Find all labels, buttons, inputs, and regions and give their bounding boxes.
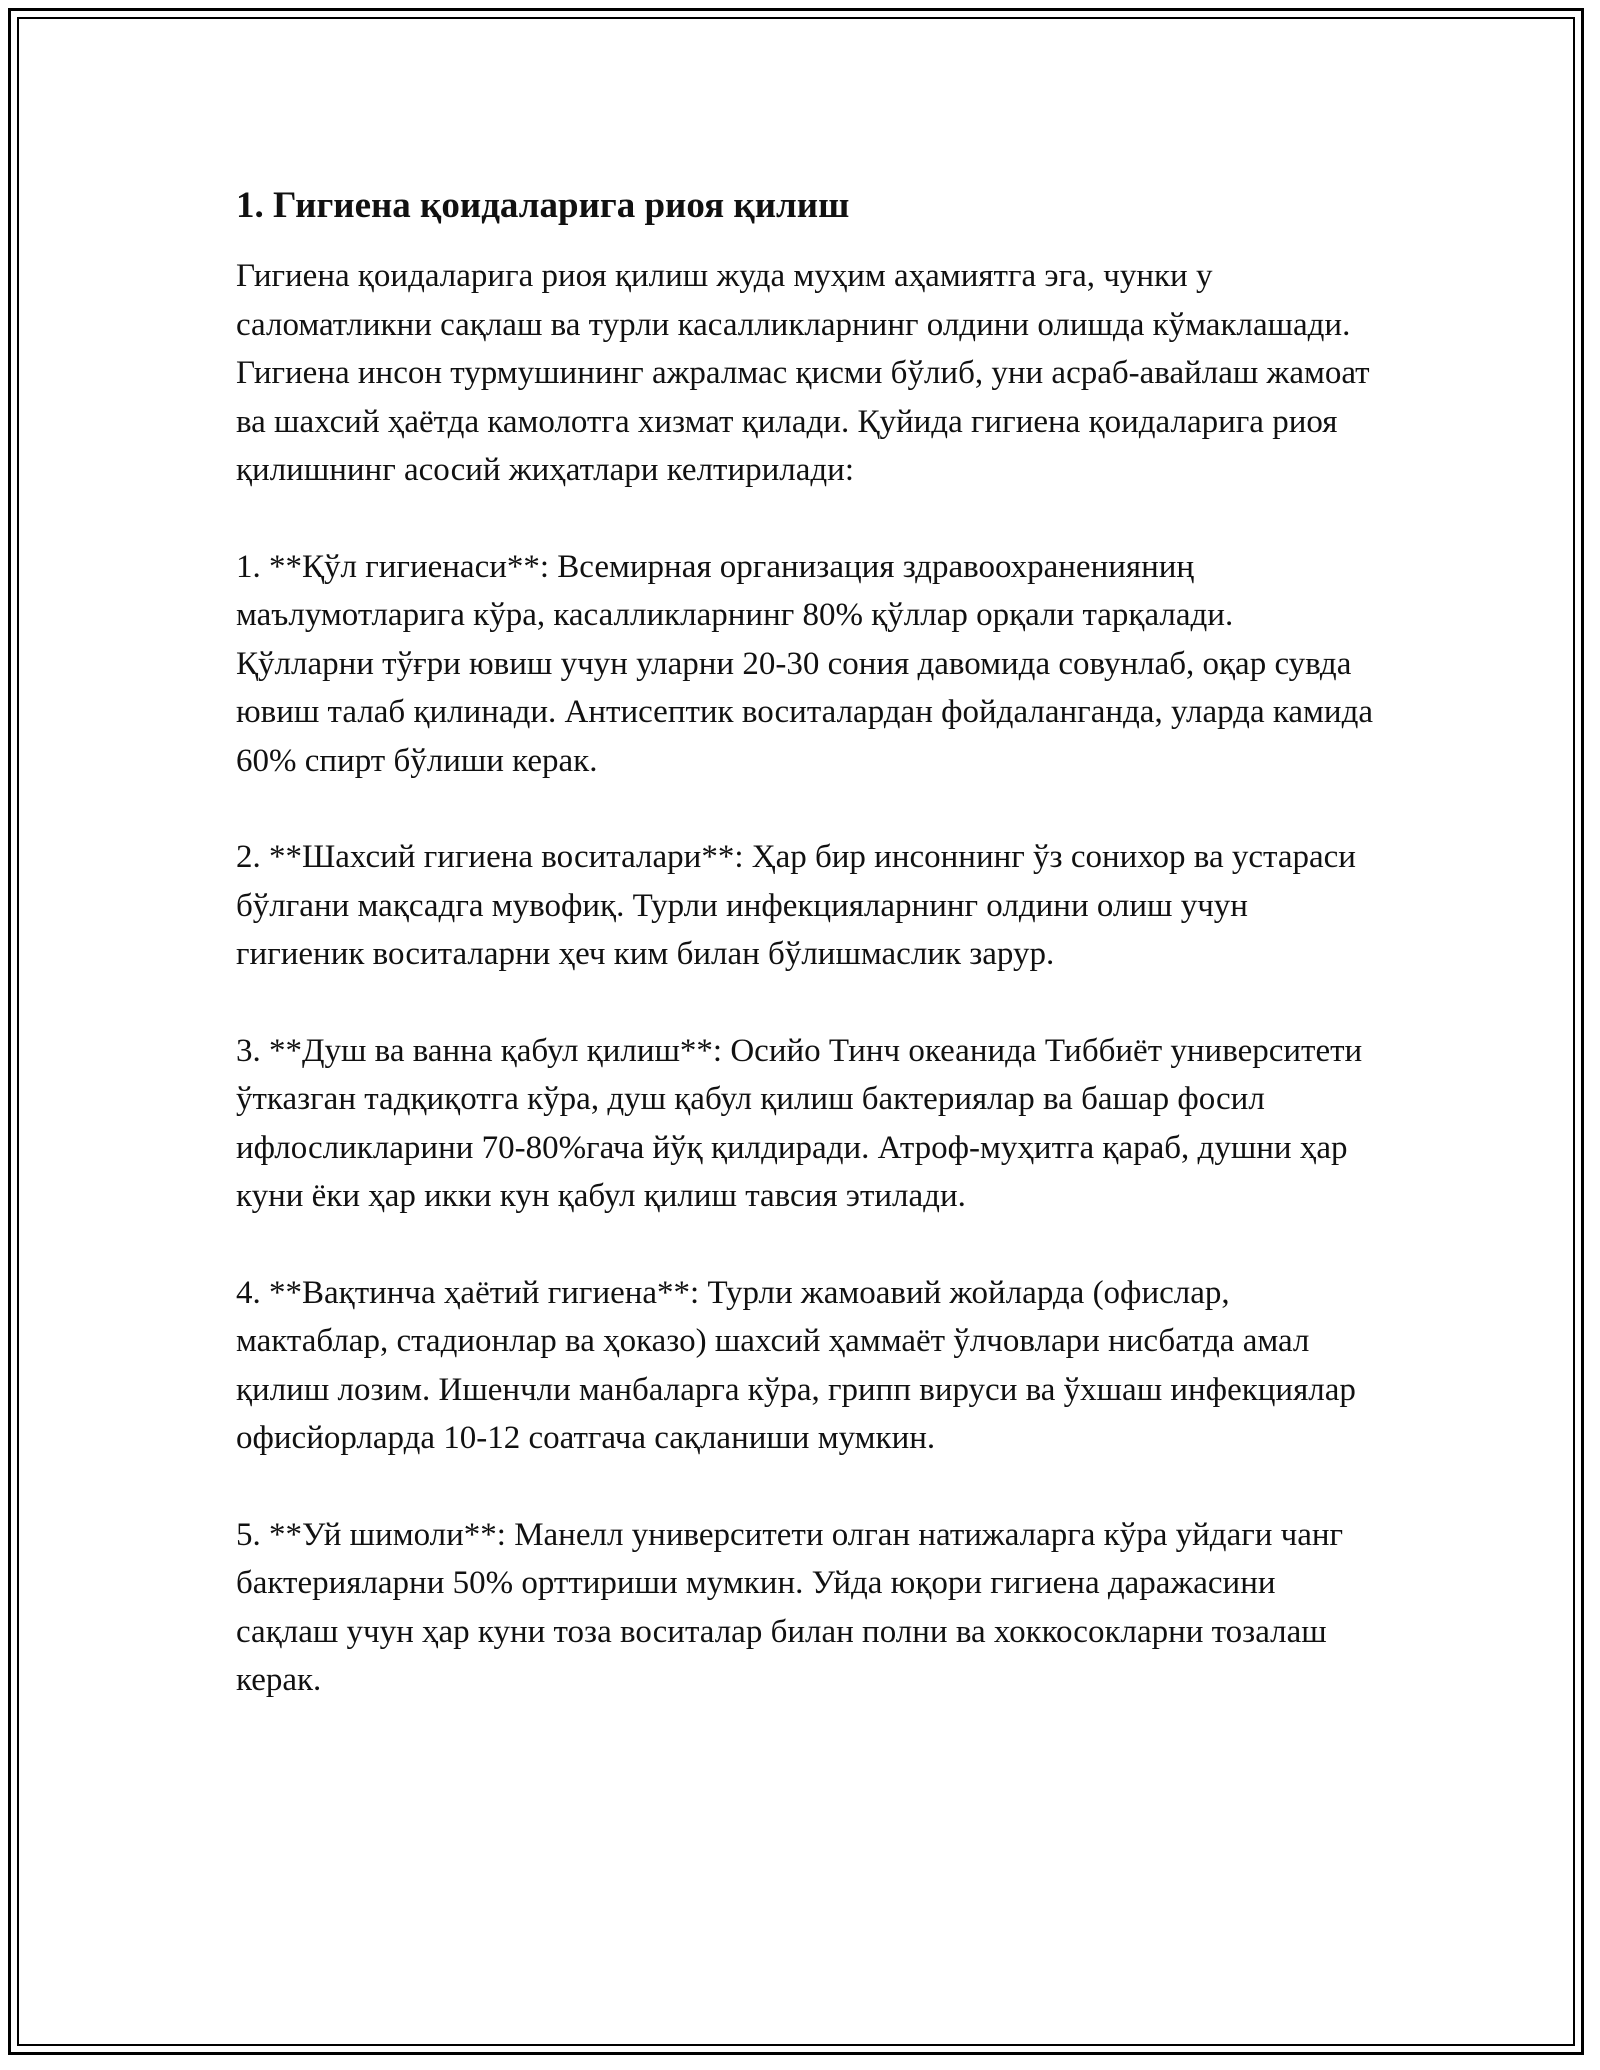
intro-paragraph: Гигиена қоидаларига риоя қилиш жуда муҳим аҳамиятга эга, чунки у саломатликни сақлаш ва турли касалликларнинг олдини олишда кўмаклашади. Гигиена инсон турмушининг ажралмас қисми бўлиб, уни асраб-авайлаш жамоат ва шахсий ҳаётда камолотга хизмат қилади. Қуйида гигиена қоидаларига риоя қилишнинг асосий жиҳатлари келтирилади:	[236, 258, 1370, 488]
list-item-personal-hygiene-items: 2. **Шахсий гигиена воситалари**: Ҳар бир инсоннинг ўз сонихор ва устараси бўлгани мақсадга мувофиқ. Турли инфекцияларнинг олдини олиш учун гигиеник воситаларни ҳеч ким билан бўлишмаслик зарур.	[236, 839, 1356, 972]
list-item-shower-bath: 3. **Душ ва ванна қабул қилиш**: Осийо Тинч океанида Тиббиёт университети ўтказган тадқиқотга кўра, душ қабул қилиш бактериялар ва башар фосил ифлосликларини 70-80%гача йўқ қилдиради. Атроф-муҳитга қараб, душни ҳар куни ёки ҳар икки кун қабул қилиш тавсия этилади.	[236, 1032, 1363, 1214]
list-item-hand-hygiene: 1. **Қўл гигиенаси**: Всемирная организация здравоохраненияниң маълумотларига кўра, касалликларнинг 80% қўллар орқали тарқалади. Қўлларни тўғри ювиш учун уларни 20-30 сония давомида совунлаб, оқар сувда ювиш талаб қилинади. Антисептик воситалардан фойдаланганда, уларда камида 60% спирт бўлиши керак.	[236, 548, 1374, 779]
document-title: 1. Гигиена қоидаларига риоя қилиш	[236, 185, 850, 226]
document-body	[236, 182, 1376, 1753]
list-item-temporary-hygiene: 4. **Вақтинча ҳаётий гигиена**: Турли жамоавий жойларда (офислар, мактаблар, стадионлар ва ҳоказо) шахсий ҳаммаёт ўлчовлари нисбатда амал қилиш лозим. Ишенчли манбаларга кўра, грипп вируси ва ўхшаш инфекциялар офисйорларда 10-12 соатгача сақланиши мумкин.	[236, 1274, 1356, 1456]
list-item-home-hygiene: 5. **Уй шимоли**: Манелл университети олган натижаларга кўра уйдаги чанг бактерияларни 50% орттириши мумкин. Уйда юқори гигиена даражасини сақлаш учун ҳар куни тоза воситалар билан полни ва хоккосокларни тозалаш керак.	[236, 1516, 1344, 1698]
